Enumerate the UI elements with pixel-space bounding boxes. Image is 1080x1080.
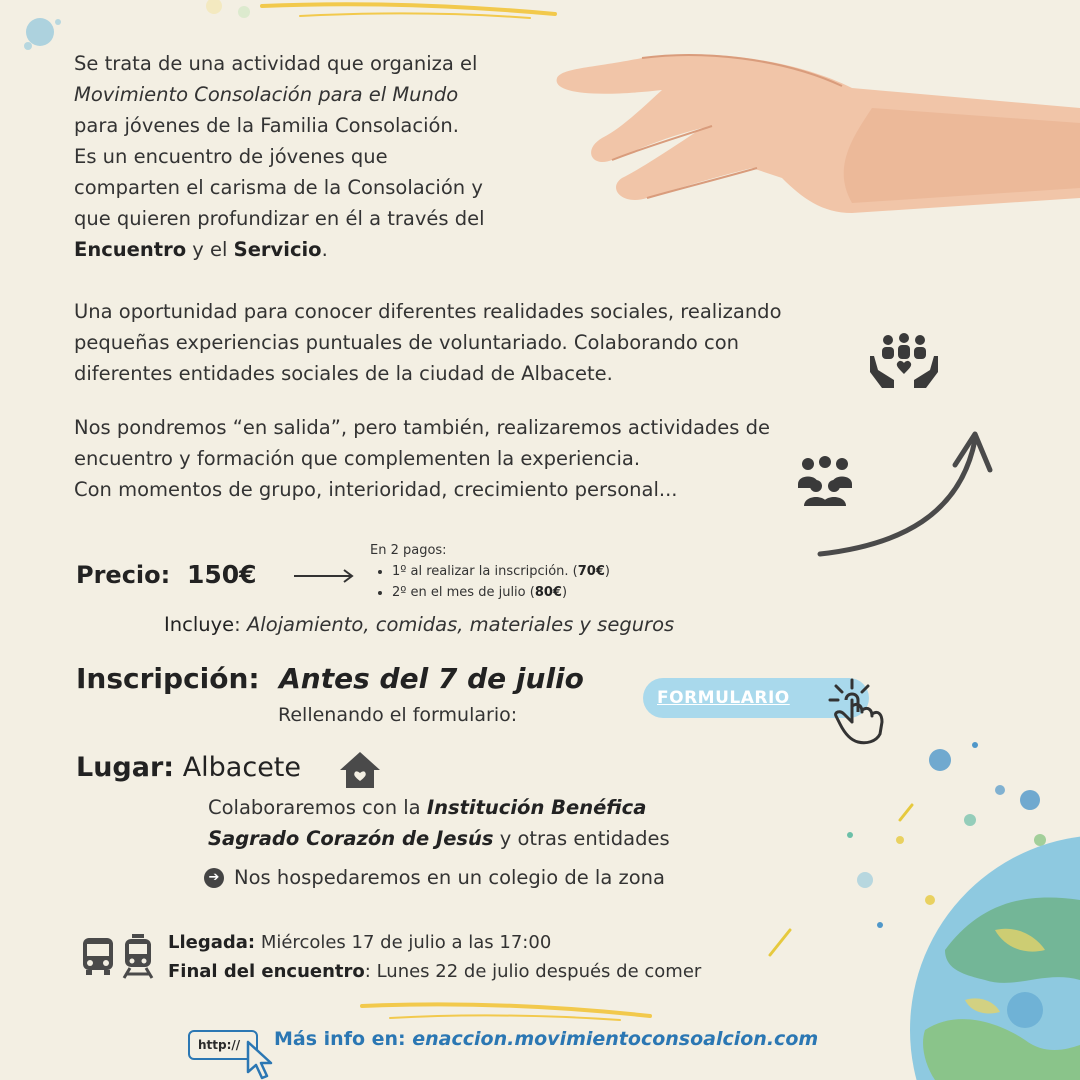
globe-image	[905, 830, 1080, 1080]
home-icon	[338, 750, 382, 790]
intro-line: Es un encuentro de jóvenes que	[74, 145, 388, 168]
paragraph-line: Nos pondremos “en salida”, pero también, realizaremos actividades de	[74, 416, 771, 439]
payment-item	[392, 582, 610, 603]
end-time: : Lunes 22 de julio después de comer	[364, 961, 702, 982]
arrival-label: Llegada:	[168, 932, 256, 953]
cursor-icon	[244, 1040, 274, 1080]
end-label: Final del encuentro	[168, 961, 365, 982]
price-amount: 150€	[186, 560, 257, 589]
hands-group-icon	[868, 332, 940, 390]
more-info	[274, 1028, 818, 1050]
place-label: Lugar:	[76, 752, 175, 783]
price-title: Precio:	[76, 561, 171, 589]
place-heading	[76, 752, 301, 783]
servicio-label: Servicio	[233, 238, 322, 261]
form-button-label[interactable]: FORMULARIO	[657, 688, 790, 708]
paragraph-line: Una oportunidad para conocer diferentes realidades sociales, realizando	[74, 300, 782, 323]
includes-items: Alojamiento, comidas, materiales y seguros	[246, 613, 675, 636]
http-label: http://	[198, 1038, 241, 1052]
includes-line	[164, 613, 674, 636]
intro-connector: y el	[186, 238, 234, 261]
intro-line: para jóvenes de la Familia Consolación.	[74, 114, 459, 137]
registration-heading	[76, 662, 584, 695]
institution-name: Sagrado Corazón de Jesús	[208, 827, 494, 850]
payment-close: )	[561, 585, 568, 600]
paragraph-line: diferentes entidades sociales de la ciudad de Albacete.	[74, 362, 613, 385]
paragraph-line: pequeñas experiencias puntuales de voluntariado. Colaborando con	[74, 331, 739, 354]
payment-amount: 80€	[534, 585, 562, 600]
schedule	[168, 928, 701, 986]
payment-text: 2º en el mes de julio (	[392, 585, 535, 600]
payment-text: 1º al realizar la inscripción. (	[392, 564, 578, 579]
intro-line: comparten el carisma de la Consolación y	[74, 176, 483, 199]
intro-period: .	[321, 238, 328, 261]
payment-close: )	[604, 564, 610, 579]
train-icon	[122, 934, 154, 980]
collab-prefix: Colaboraremos con la	[208, 796, 427, 819]
hand-image	[552, 28, 1080, 228]
activities-paragraph	[74, 412, 894, 505]
payment-item	[392, 561, 610, 582]
bus-icon	[80, 936, 116, 976]
click-hand-icon	[818, 676, 894, 746]
arrow-up-curve-icon	[810, 420, 1000, 565]
intro-line: que quieren profundizar en él a través del	[74, 207, 485, 230]
registration-sub: Rellenando el formulario:	[278, 704, 518, 726]
price-label	[76, 560, 257, 589]
paragraph-line: encuentro y formación que complementen la experiencia.	[74, 447, 641, 470]
registration-deadline: Antes del 7 de julio	[279, 662, 584, 695]
lodging-line	[204, 866, 665, 889]
opportunity-paragraph	[74, 296, 894, 389]
right-arrow-icon	[292, 568, 356, 584]
arrival-time: Miércoles 17 de julio a las 17:00	[255, 932, 552, 953]
registration-label: Inscripción:	[76, 662, 260, 695]
more-info-label: Más info en:	[274, 1028, 413, 1050]
lodging-text: Nos hospedaremos en un colegio de la zona	[234, 866, 665, 889]
institution-name: Institución Benéfica	[426, 796, 647, 819]
collab-suffix: y otras entidades	[493, 827, 670, 850]
encuentro-label: Encuentro	[74, 238, 187, 261]
organization-name: Movimiento Consolación para el Mundo	[74, 83, 459, 106]
includes-label: Incluye	[164, 613, 235, 636]
collaboration-text	[208, 792, 670, 854]
payment-amount: 70€	[577, 564, 605, 579]
intro-line: Se trata de una actividad que organiza el	[74, 52, 478, 75]
payments-title: En 2 pagos:	[370, 543, 447, 558]
includes-colon: :	[234, 613, 247, 636]
paragraph-line: Con momentos de grupo, interioridad, crecimiento personal...	[74, 478, 678, 501]
more-info-link[interactable]: enaccion.movimientoconsoalcion.com	[412, 1028, 819, 1050]
right-arrow-icon: ➔	[204, 868, 224, 888]
place-city: Albacete	[182, 752, 301, 783]
payment-details	[370, 540, 610, 603]
intro-paragraph	[74, 48, 574, 265]
